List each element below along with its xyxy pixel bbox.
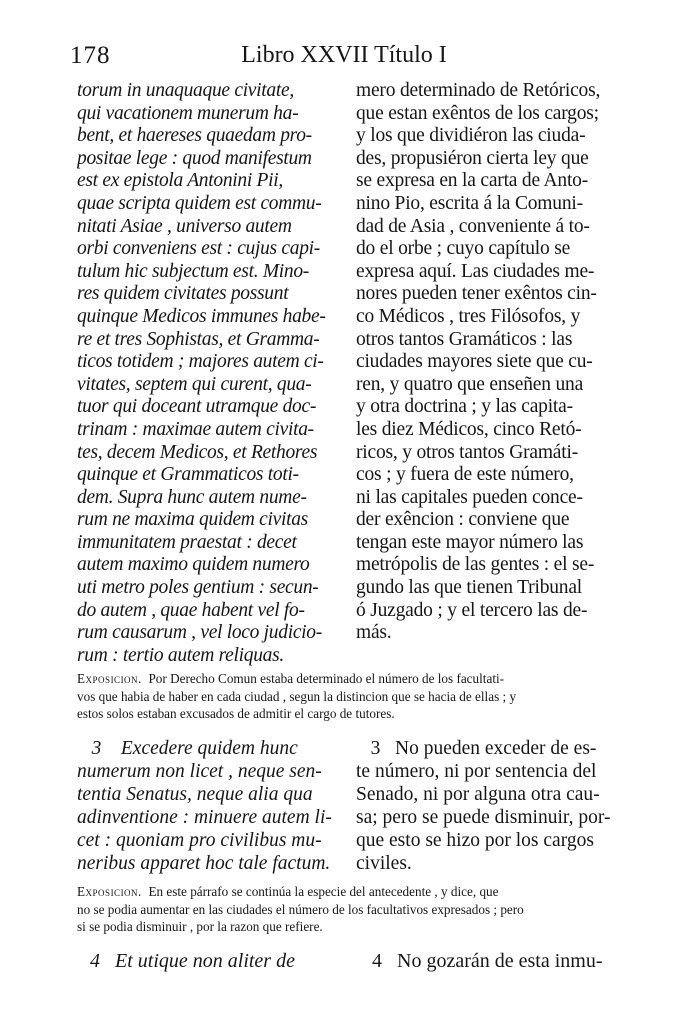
latin-paragraph-3: 3 Excedere quidem hunc numerum non licet , neque sen- tentia Senatus, neque alia qua adinventione : minuere autem li- cet : quoniam pro civilibus mu- neribus apparet hoc tale factum. — [77, 738, 332, 874]
note-text: Por Derecho Comun estaba determinado el número de los facultati- vos que habia de haber en cada ciudad , segun la distincion que se hacia de ellas ; y estos solos estaban excusados de admitir el cargo de tutores. — [77, 671, 517, 721]
page-number: 178 — [70, 42, 111, 69]
exposicion-note-1 — [77, 670, 637, 723]
running-title: Libro XXVII Título I — [241, 42, 447, 68]
spanish-column-top: mero determinado de Retóricos, que estan exêntos de los cargos; y los que dividiéron las ciuda- des, propusiéron cierta ley que se expresa en la carta de Anto- nino Pio, escrita á la Comuni- dad de Asia , conveniente á to- do el orbe ; cuyo capítulo se expresa aquí. Las ciudades me- nores pueden tener exêntos cin- co Médicos , tres Filósofos, y otros tantos Gramáticos : las ciudades mayores siete que cu- ren, y quatro que enseñen una y otra doctrina ; y las capita- les diez Médicos, cinco Retó- ricos, y otros tantos Gramáti- cos ; y fuera de este número, ni las capitales pueden conce- der exêncion : conviene que tengan este mayor número las metrópolis de las gentes : el se- gundo las que tienen Tribunal ó Juzgado ; y el tercero las de- más. — [356, 80, 601, 644]
spanish-paragraph-3: 3 No pueden exceder de es- te número, ni por sentencia del Senado, ni por alguna otra cau- sa; pero se puede disminuir, por- que esto se hizo por los cargos civiles. — [356, 738, 611, 874]
note-label: Exposicion. — [77, 884, 142, 899]
latin-column-top: torum in unaquaque civitate, qui vacationem munerum ha- bent, et haereses quaedam pro- positae lege : quod manifestum est ex epistola Antonini Pii, quae scripta quidem est commu- nitati Asiae , universo autem orbi conveniens est : cujus capi- tulum hic subjectum est. Mino- res quidem civitates possunt quinque Medicos immunes habe- re et tres Sophistas, et Gramma- ticos totidem ; majores autem ci- vitates, septem qui curent, qua- tuor qui doceant utramque doc- trinam : maximae autem civita- tes, decem Medicos, et Rethores quinque et Grammaticos toti- dem. Supra hunc autem nume- rum ne maxima quidem civitas immunitatem praestat : decet autem maximo quidem numero uti metro poles gentium : secun- do autem , quae habent vel fo- rum causarum , vel loco judicio- rum : tertio autem reliquas. — [77, 80, 326, 666]
page-header — [70, 36, 618, 70]
note-text: En este párrafo se continúa la especie del antecedente , y dice, que no se podia aumentar en las ciudades el número de los facultativos expresados ; pero si se podia disminuir , por la razon que refiere. — [77, 884, 524, 934]
spanish-paragraph-4: 4 No gozarán de esta inmu- — [372, 950, 603, 972]
note-label: Exposicion. — [77, 671, 142, 686]
latin-paragraph-4: 4 Et utique non aliter de — [90, 950, 295, 972]
exposicion-note-2 — [77, 883, 637, 936]
